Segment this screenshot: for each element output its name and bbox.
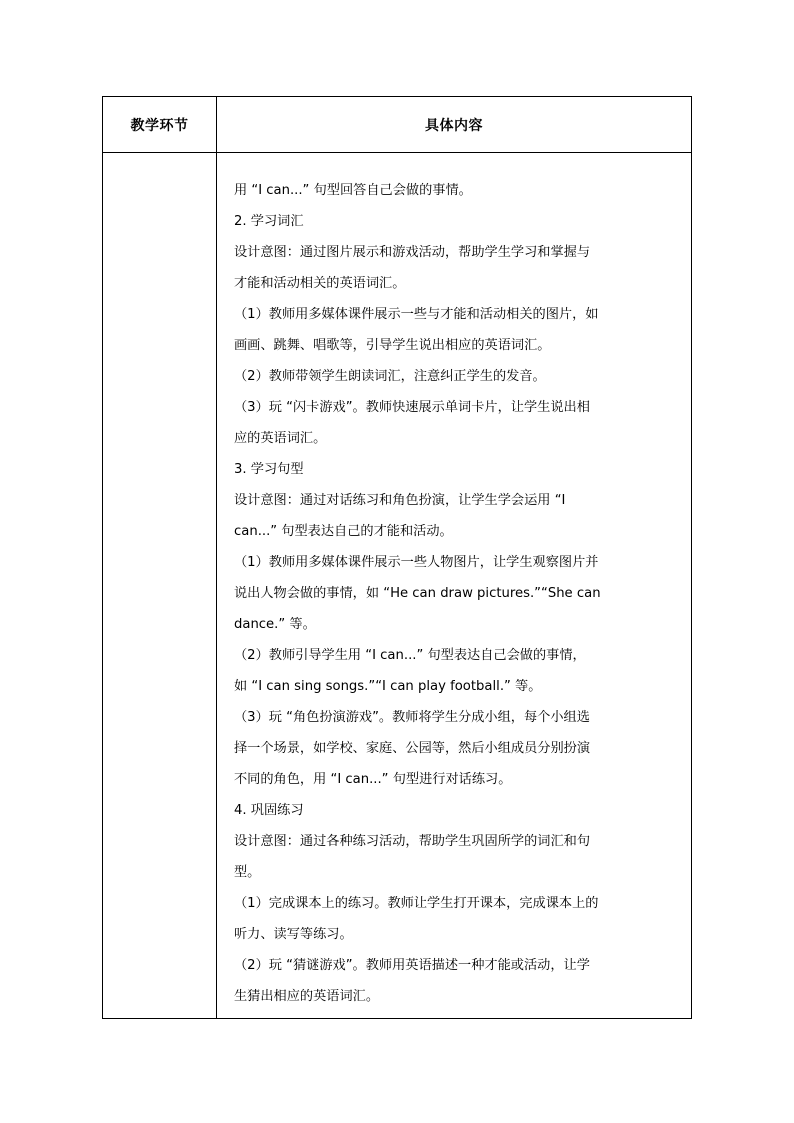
content-line: 应的英语词汇。 [234, 431, 327, 446]
content-line: （2）教师带领学生朗读词汇，注意纠正学生的发音。 [234, 369, 546, 384]
content-line: 才能和活动相关的英语词汇。 [234, 276, 406, 291]
content-line: 设计意图：通过图片展示和游戏活动，帮助学生学习和掌握与 [234, 245, 591, 260]
content-line: （1）完成课本上的练习。教师让学生打开课本，完成课本上的 [234, 896, 599, 911]
section-heading-sentence-patterns: 3. 学习句型 [234, 462, 304, 477]
content-line: （1）教师用多媒体课件展示一些与才能和活动相关的图片，如 [234, 307, 599, 322]
content-line: 用 “I can...” 句型回答自己会做的事情。 [234, 183, 472, 198]
header-teaching-stage: 教学环节 [103, 97, 217, 153]
content-line: （3）玩 “角色扮演游戏”。教师将学生分成小组，每个小组选 [234, 710, 590, 725]
content-line: 型。 [234, 865, 261, 880]
content-line: （2）教师引导学生用 “I can...” 句型表达自己会做的事情， [234, 648, 586, 663]
content-line: （1）教师用多媒体课件展示一些人物图片，让学生观察图片并 [234, 555, 599, 570]
content-line: 不同的角色，用 “I can...” 句型进行对话练习。 [234, 772, 512, 787]
content-cell [217, 153, 692, 1019]
content-line: 如 “I can sing songs.”“I can play football.” 等。 [234, 679, 542, 694]
lesson-plan-table [102, 96, 692, 1019]
content-text [217, 159, 691, 1012]
content-line: 择一个场景，如学校、家庭、公园等，然后小组成员分别扮演 [234, 741, 591, 756]
content-line: 听力、读写等练习。 [234, 927, 353, 942]
section-heading-consolidation: 4. 巩固练习 [234, 803, 304, 818]
header-specific-content: 具体内容 [217, 97, 692, 153]
content-line: 设计意图：通过对话练习和角色扮演，让学生学会运用 “I [234, 493, 566, 508]
content-line: 画画、跳舞、唱歌等，引导学生说出相应的英语词汇。 [234, 338, 551, 353]
table-body-row [103, 153, 692, 1019]
stage-cell [103, 153, 217, 1019]
content-line: 说出人物会做的事情，如 “He can draw pictures.”“She can [234, 586, 601, 601]
content-line: （2）玩 “猜谜游戏”。教师用英语描述一种才能或活动，让学 [234, 958, 590, 973]
section-heading-vocabulary: 2. 学习词汇 [234, 214, 304, 229]
content-line: 生猜出相应的英语词汇。 [234, 989, 380, 1004]
content-line: can...” 句型表达自己的才能和活动。 [234, 524, 453, 539]
content-line: （3）玩 “闪卡游戏”。教师快速展示单词卡片，让学生说出相 [234, 400, 590, 415]
table-header-row [103, 97, 692, 153]
content-line: dance.” 等。 [234, 617, 316, 632]
content-line: 设计意图：通过各种练习活动，帮助学生巩固所学的词汇和句 [234, 834, 591, 849]
